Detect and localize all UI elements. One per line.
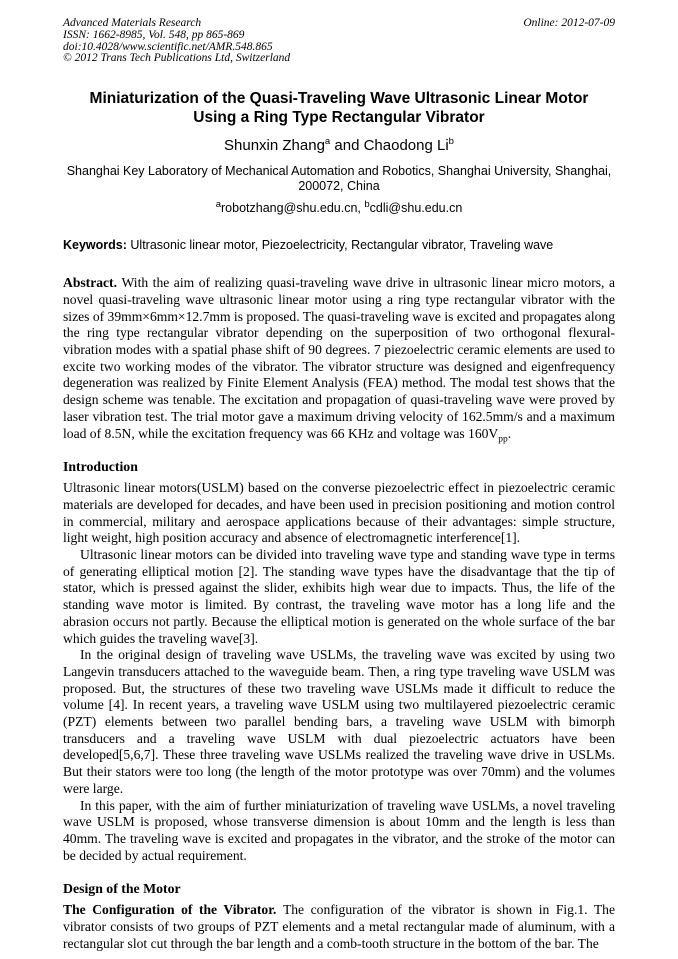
- paper-title: [63, 90, 615, 127]
- keywords-line: [63, 238, 615, 253]
- title-line-1: Miniaturization of the Quasi-Traveling Wave Ultrasonic Linear Motor: [89, 90, 589, 108]
- design-paragraph-text: The configuration of the vibrator is shown in Fig.1. The vibrator consists of two groups of PZT elements and a metal rectangular made of aluminum, with a rectangular slot cut through the bar length and a comb-tooth structure in the bottom of the bar. The: [63, 902, 615, 951]
- email-2: cdli@shu.edu.cn: [369, 201, 463, 216]
- doi-line: doi:10.4028/www.scientific.net/AMR.548.865: [63, 40, 273, 53]
- introduction-paragraph-4: In this paper, with the aim of further miniaturization of traveling wave USLMs, a novel traveling wave USLM is proposed, whose transverse dimension is about 10mm and the length is less than 40mm. The traveling wave is excited and propagates in the vibrator, and the stroke of the motor can be decided by actual requirement.: [63, 797, 615, 863]
- email-1-mark: a: [215, 199, 222, 211]
- journal-name: Advanced Materials Research: [63, 17, 202, 29]
- subsection-heading-configuration: The Configuration of the Vibrator.: [63, 902, 283, 918]
- author-1-affiliation-mark: a: [324, 136, 331, 148]
- copyright-line: © 2012 Trans Tech Publications Ltd, Switzerland: [63, 52, 291, 65]
- keywords-label: Keywords:: [63, 238, 131, 253]
- email-separator: ,: [357, 201, 365, 216]
- section-heading-design-of-the-motor: Design of the Motor: [63, 881, 181, 897]
- introduction-paragraph-2: Ultrasonic linear motors can be divided into traveling wave type and standing wave type in terms of generating elliptical motion [2]. The standing wave types have the disadvantage that the tip of stator, which is pressed against the slider, exhibits high wear due to impacts. Thus, the life of the standing wave motor is limited. By contrast, the traveling wave motor has a long life and the abrasion occurs not partly. Because the elliptical motion is generated on the whole surface of the bar which guides the traveling wave[3].: [63, 547, 615, 646]
- email-2-mark: b: [364, 199, 370, 211]
- authors-connector: and: [330, 137, 364, 155]
- publication-header: [63, 18, 615, 65]
- affiliation: Shanghai Key Laboratory of Mechanical Automation and Robotics, Shanghai University, Shanghai, 200072, China: [66, 164, 612, 193]
- abstract-paragraph: [63, 275, 615, 445]
- issn-line: ISSN: 1662-8985, Vol. 548, pp 865-869: [63, 28, 245, 41]
- title-line-2: Using a Ring Type Rectangular Vibrator: [193, 108, 485, 126]
- abstract-label: Abstract.: [63, 275, 122, 291]
- section-heading-introduction: Introduction: [63, 459, 138, 475]
- publication-info: [63, 18, 290, 65]
- authors-line: [63, 137, 615, 155]
- online-date: Online: 2012-07-09: [523, 17, 615, 29]
- introduction-paragraph-1: Ultrasonic linear motors(USLM) based on the converse piezoelectric effect in piezoelectric ceramic materials are developed for decades, and have been used in precision positioning and motion control in commercial, military and aerospace applications because of their advantages: simple structure, light weight, high position accuracy and absence of electromagnetic interference[1].: [63, 480, 615, 546]
- author-2-name: Chaodong Li: [363, 137, 449, 155]
- author-2-affiliation-mark: b: [448, 136, 454, 148]
- emails-line: [63, 201, 615, 216]
- abstract-tail: .: [507, 425, 512, 441]
- introduction-paragraph-3: In the original design of traveling wave USLMs, the traveling wave was excited by using two Langevin transducers attached to the waveguide beam. Then, a ring type traveling wave USLM was proposed. But, the structures of these two traveling wave USLMs made it difficult to reduce the volume [4]. In recent years, a traveling wave USLM using two multilayered piezoelectric ceramic (PZT) elements between two parallel bending bars, a traveling wave USLM with bimorph transducers and a traveling wave USLM with dual piezoelectric actuators have been developed[5,6,7]. These three traveling wave USLMs realized the traveling wave drive in USLMs. But their stators were too long (the length of the motor prototype was over 70mm) and the volumes were large.: [63, 647, 615, 796]
- author-1-name: Shunxin Zhang: [224, 137, 325, 155]
- abstract-text: With the aim of realizing quasi-traveling wave drive in ultrasonic linear micro motors, a novel quasi-traveling wave ultrasonic linear motor using a ring type rectangular vibrator with the sizes of 39mm×6mm×12.7mm is proposed. The quasi-traveling wave is excited and propagates along the ring type rectangular vibrator depending on the superposition of two orthogonal flexural-vibration modes with a spatial phase shift of 90 degrees. 7 piezoelectric ceramic elements are used to excite two working modes of the vibrator. The vibrator structure was designed and eigenfrequency degeneration was realized by Finite Element Analysis (FEA) method. The modal test shows that the design scheme was tenable. The excitation and propagation of quasi-traveling wave were proved by laser vibration test. The trial motor gave a maximum driving velocity of 162.5mm/s and a maximum load of 8.5N, while the excitation frequency was 66 KHz and voltage was 160V: [63, 275, 615, 441]
- abstract-subscript: pp: [498, 434, 508, 445]
- email-1: robotzhang@shu.edu.cn: [221, 201, 358, 216]
- keywords-text: Ultrasonic linear motor, Piezoelectricity, Rectangular vibrator, Traveling wave: [130, 238, 554, 253]
- design-paragraph-1: [63, 902, 615, 952]
